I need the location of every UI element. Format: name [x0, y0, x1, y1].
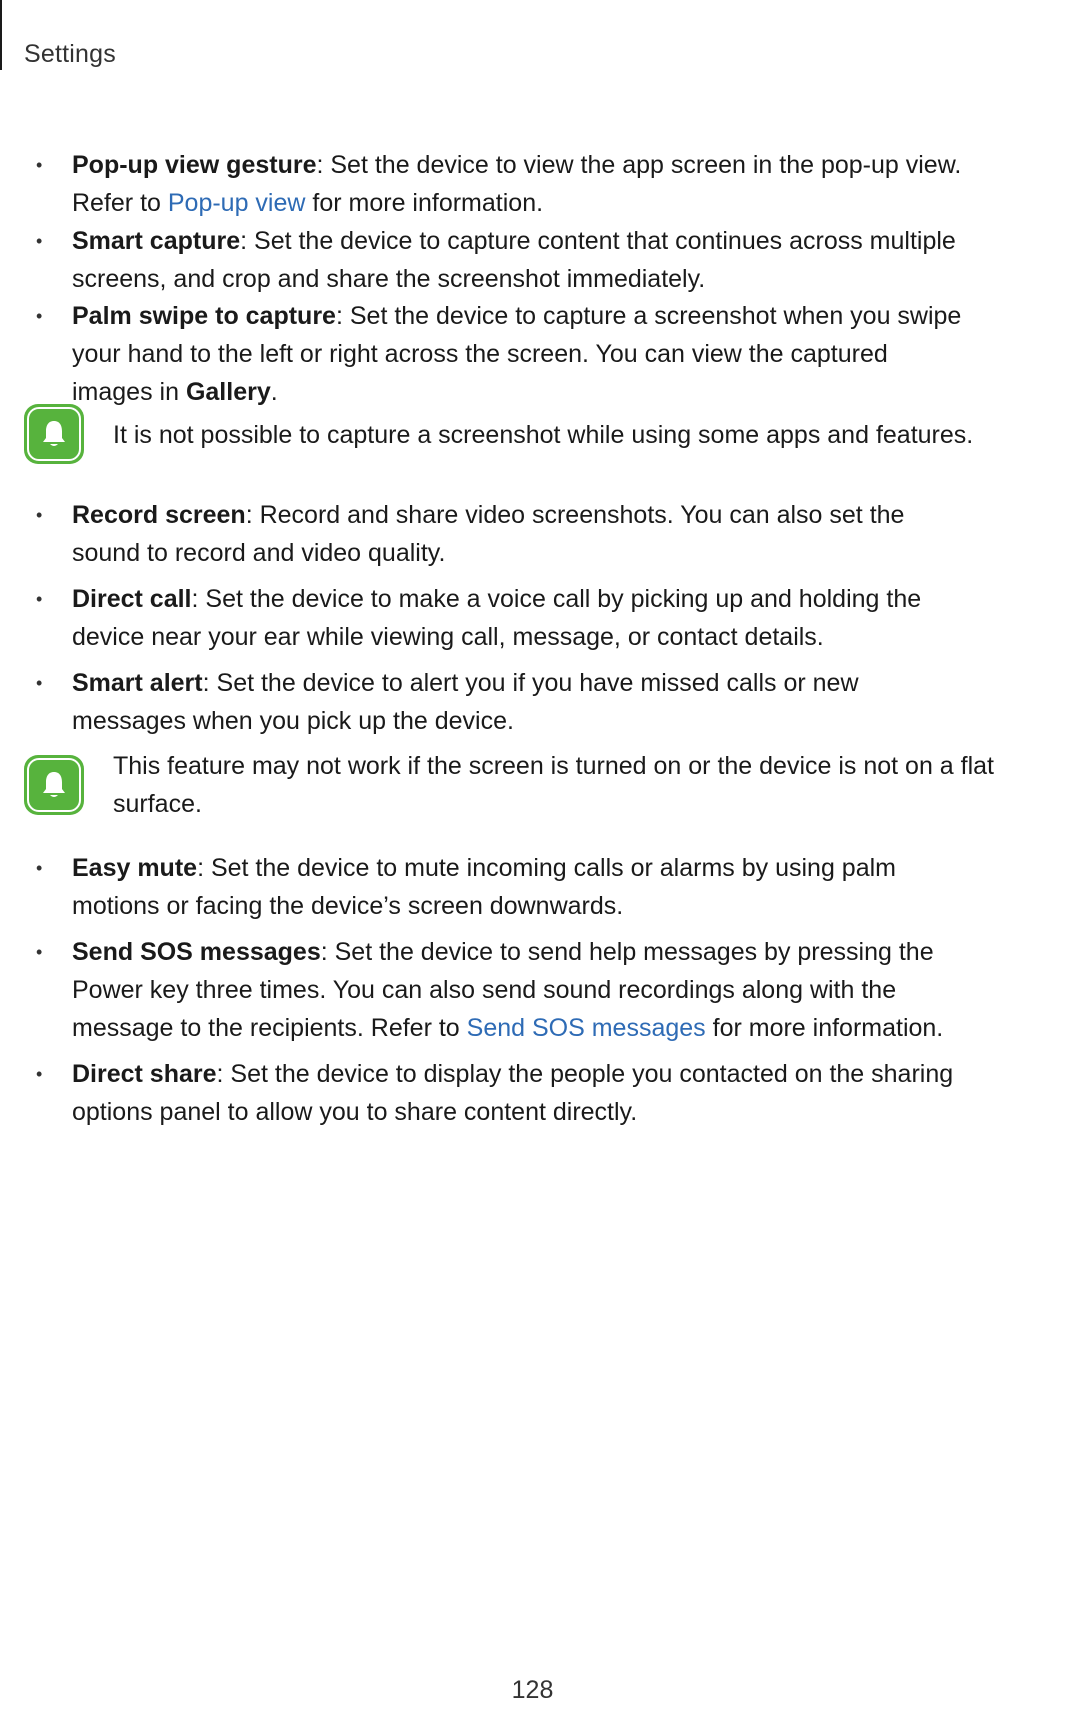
term-gallery: Gallery	[185, 378, 271, 406]
list-item-record-screen	[36, 496, 972, 572]
item-text: : Set the device to send help messages by pressing the Power key three times. You can also send sound recordings along with the message to the recipients. Refer to	[72, 938, 934, 1042]
item-text: : Set the device to display the people you contacted on the sharing options panel to allow you to share content directly.	[72, 1060, 954, 1126]
term-smart-capture: Smart capture	[72, 227, 241, 255]
list-item-smart-capture	[36, 222, 972, 298]
notification-bell-icon	[24, 755, 84, 815]
page-corner-rule	[0, 0, 2, 70]
item-text: : Set the device to alert you if you have missed calls or new messages when you pick up the device.	[72, 669, 859, 735]
bullet-dot: •	[36, 858, 43, 878]
list-item-palm-swipe-to-capture	[36, 297, 972, 411]
item-text: for more information.	[705, 1014, 944, 1042]
bullet-dot: •	[36, 231, 43, 251]
bullet-dot: •	[36, 306, 43, 326]
link-send-sos-messages[interactable]: Send SOS messages	[466, 1014, 706, 1042]
item-text: for more information.	[305, 189, 544, 217]
bullet-dot: •	[36, 155, 43, 175]
term-send-sos-messages: Send SOS messages	[72, 938, 321, 966]
item-text: : Set the device to view the app screen in the pop-up view. Refer to	[72, 151, 962, 217]
bullet-dot: •	[36, 505, 43, 525]
bullet-dot: •	[36, 942, 43, 962]
notification-bell-icon	[24, 404, 84, 464]
link-popup-view[interactable]: Pop-up view	[167, 189, 306, 217]
list-item-easy-mute	[36, 849, 972, 925]
note-text: It is not possible to capture a screenshot while using some apps and features.	[113, 421, 974, 449]
term-direct-share: Direct share	[72, 1060, 217, 1088]
list-item-direct-call	[36, 580, 972, 656]
list-item-send-sos-messages	[36, 933, 972, 1047]
item-text: : Set the device to make a voice call by picking up and holding the device near your ear while viewing call, message, or contact details.	[72, 585, 922, 651]
term-popup-view-gesture: Pop-up view gesture	[72, 151, 317, 179]
list-item-smart-alert	[36, 664, 972, 740]
item-text: : Set the device to mute incoming calls or alarms by using palm motions or facing the device’s screen downwards.	[72, 854, 896, 920]
item-text: : Set the device to capture a screenshot when you swipe your hand to the left or right across the screen. You can view the captured images in	[72, 302, 962, 406]
term-record-screen: Record screen	[72, 501, 246, 529]
list-item-popup-view-gesture	[36, 146, 972, 222]
item-text: .	[270, 378, 278, 406]
term-direct-call: Direct call	[72, 585, 192, 613]
term-easy-mute: Easy mute	[72, 854, 198, 882]
note-text: This feature may not work if the screen is turned on or the device is not on a flat surface.	[113, 752, 995, 818]
item-text: : Record and share video screenshots. You can also set the sound to record and video quality.	[72, 501, 905, 567]
term-palm-swipe-to-capture: Palm swipe to capture	[72, 302, 336, 330]
bullet-dot: •	[36, 589, 43, 609]
term-smart-alert: Smart alert	[72, 669, 203, 697]
section-title: Settings	[24, 40, 116, 68]
bullet-dot: •	[36, 1064, 43, 1084]
page-number: 128	[511, 1676, 554, 1704]
item-text: : Set the device to capture content that continues across multiple screens, and crop and share the screenshot immediately.	[72, 227, 956, 293]
list-item-direct-share	[36, 1055, 972, 1131]
bullet-dot: •	[36, 673, 43, 693]
